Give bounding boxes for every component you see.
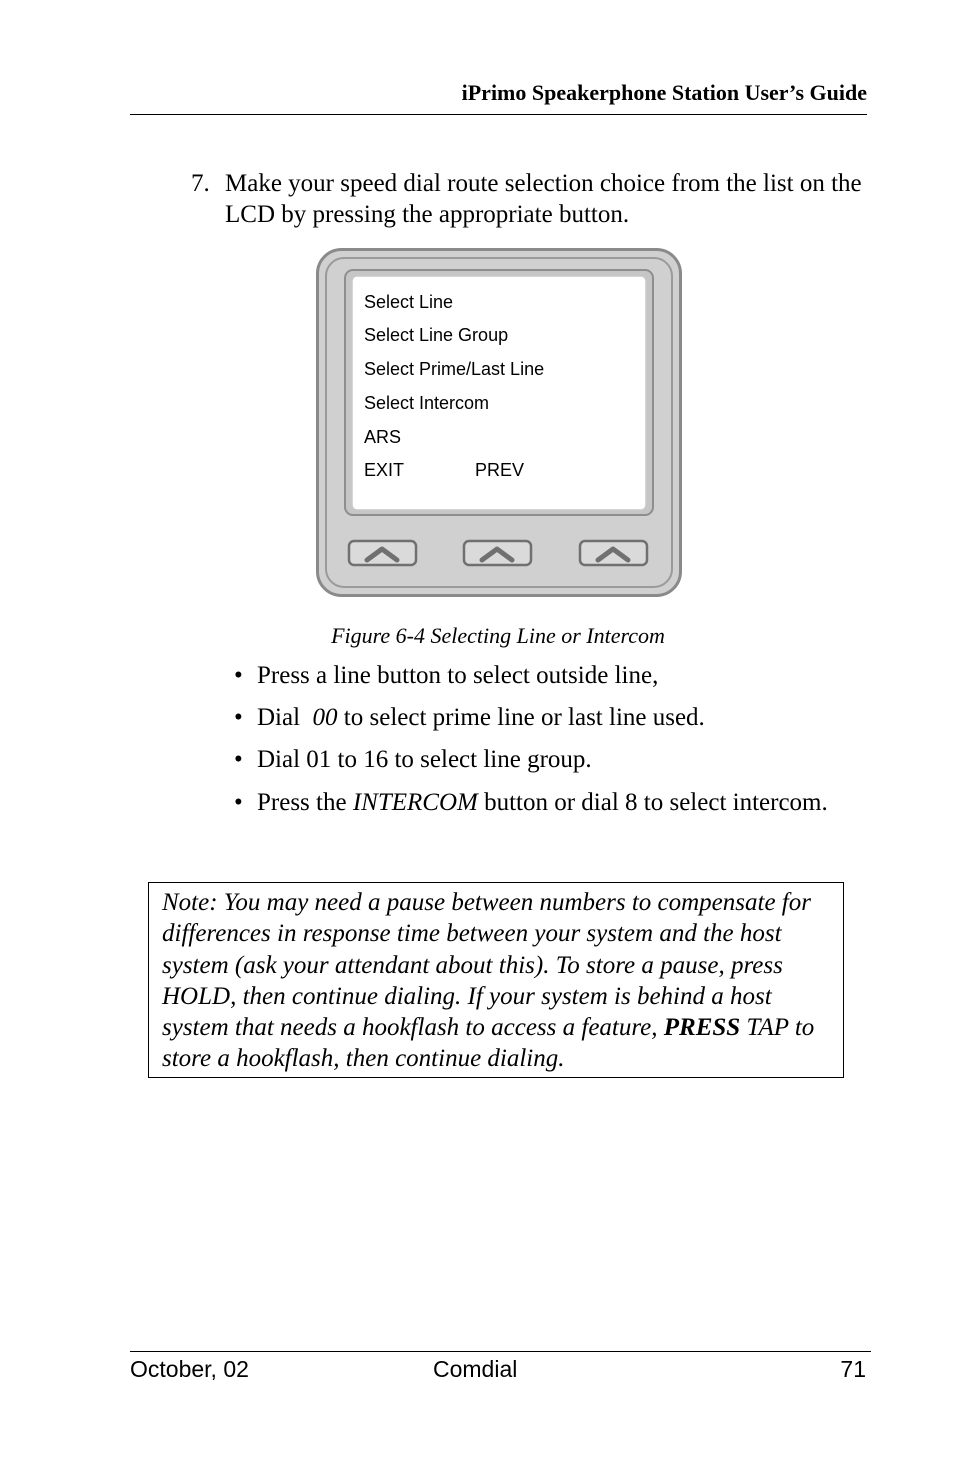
bullet-dot: • [234, 662, 243, 689]
note-text-part1: Note: You may need a pause between numbers to compensate for differences in response time between your system and the host system (ask your attendant about this). To store a pause, press HOLD, then continue dialing. If your system is behind a host system that needs a hookflash to access a feature, [162, 889, 811, 1042]
figure-caption: Figure 6-4 Selecting Line or Intercom [331, 623, 665, 648]
bullet-dial-00 [234, 704, 705, 732]
bullet-text-post: to select prime line or last line used. [337, 704, 705, 731]
lcd-line-ars: ARS [364, 427, 402, 447]
bullet-text: Press a line button to select outside line, [257, 662, 659, 689]
footer-company: Comdial [433, 1356, 518, 1382]
running-header: iPrimo Speakerphone Station User’s Guide [461, 80, 867, 105]
note-text-part2: TAP to store a hookflash, then continue dialing. [162, 1014, 815, 1073]
lcd-line-select-intercom: Select Intercom [364, 393, 490, 413]
bullet-dot: • [234, 746, 243, 773]
footer-date: October, 02 [130, 1356, 249, 1382]
bullet-text-pre: Press the [257, 789, 353, 816]
bullet-intercom [234, 789, 828, 817]
lcd-line-select-prime-last-line: Select Prime/Last Line [364, 359, 545, 379]
bullet-text-em: INTERCOM [352, 789, 478, 816]
lcd-line-select-line: Select Line [364, 292, 454, 312]
step-text: Make your speed dial route selection choice from the list on the LCD by pressing the appropriate button. [225, 170, 862, 228]
note-text [162, 887, 838, 1075]
step-number: 7. [191, 170, 210, 197]
lcd-softkey-label-prev: PREV [475, 460, 525, 480]
bullet-text: Dial 01 to 16 to select line group. [257, 746, 592, 773]
note-box [148, 882, 844, 1078]
bullet-dot: • [234, 704, 243, 731]
bullet-line-button [234, 662, 658, 690]
softkey-left[interactable] [349, 541, 416, 565]
header-rule [130, 114, 867, 115]
lcd-softkey-label-exit: EXIT [364, 460, 405, 480]
bullet-dot: • [234, 789, 243, 816]
bullet-text-pre: Dial [257, 704, 307, 731]
page-number: 71 [840, 1356, 866, 1382]
step-7 [191, 168, 881, 230]
bullet-dial-01-16 [234, 746, 592, 774]
footer-rule [130, 1351, 871, 1352]
softkey-right[interactable] [580, 541, 647, 565]
softkey-middle[interactable] [464, 541, 531, 565]
note-text-bold: PRESS [663, 1014, 741, 1042]
lcd-line-select-line-group: Select Line Group [364, 325, 509, 345]
bullet-text-em: 00 [312, 704, 338, 731]
bullet-text-post: button or dial 8 to select intercom. [477, 789, 828, 816]
